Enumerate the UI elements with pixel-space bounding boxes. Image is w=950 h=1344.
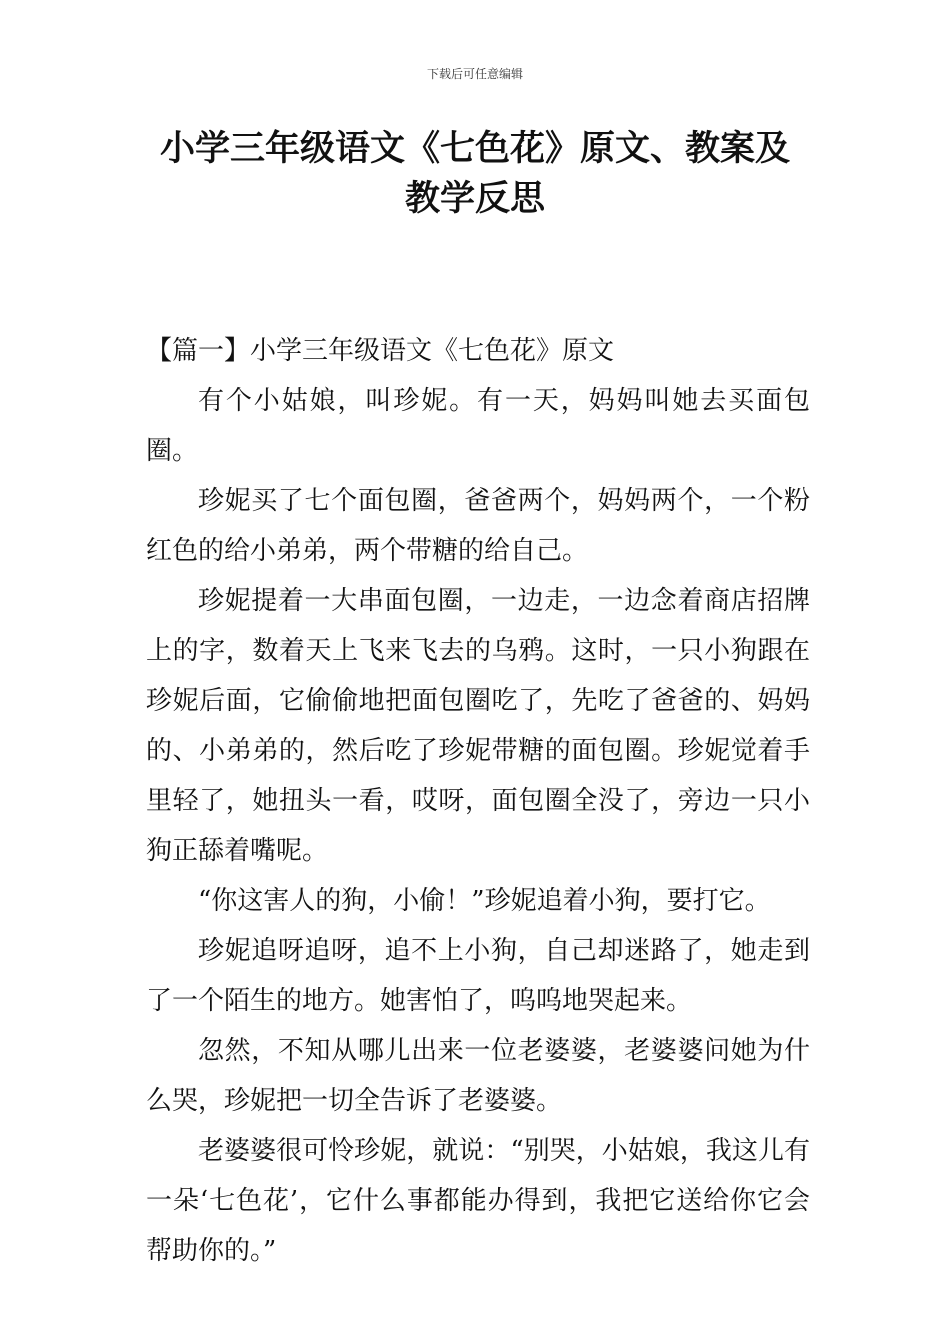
paragraph: 有个小姑娘，叫珍妮。有一天，妈妈叫她去买面包圈。 [146, 386, 810, 466]
paragraph: 忽然，不知从哪儿出来一位老婆婆，老婆婆问她为什么哭，珍妮把一切全告诉了老婆婆。 [146, 1036, 810, 1116]
document-body [146, 326, 810, 1276]
document-title [140, 124, 810, 224]
title-line-2: 教学反思 [404, 179, 545, 219]
section-heading: 【篇一】小学三年级语文《七色花》原文 [146, 336, 615, 366]
paragraph: 珍妮买了七个面包圈，爸爸两个，妈妈两个，一个粉红色的给小弟弟，两个带糖的给自己。 [146, 486, 810, 566]
paragraph: 珍妮提着一大串面包圈，一边走，一边念着商店招牌上的字，数着天上飞来飞去的乌鸦。这时，一只小狗跟在珍妮后面，它偷偷地把面包圈吃了，先吃了爸爸的、妈妈的、小弟弟的，然后吃了珍妮带糖的面包圈。珍妮觉着手里轻了，她扭头一看，哎呀，面包圈全没了，旁边一只小狗正舔着嘴呢。 [146, 586, 810, 866]
paragraph: 珍妮追呀追呀，追不上小狗，自己却迷路了，她走到了一个陌生的地方。她害怕了，呜呜地哭起来。 [146, 936, 810, 1016]
paragraph: “你这害人的狗，小偷！”珍妮追着小狗，要打它。 [198, 886, 771, 916]
paragraph: 老婆婆很可怜珍妮，就说：“别哭，小姑娘，我这儿有一朵‘七色花’，它什么事都能办得到，我把它送给你它会帮助你的。” [146, 1136, 810, 1266]
header-note: 下载后可任意编辑 [426, 67, 523, 81]
title-line-1: 小学三年级语文《七色花》原文、教案及 [159, 129, 790, 169]
